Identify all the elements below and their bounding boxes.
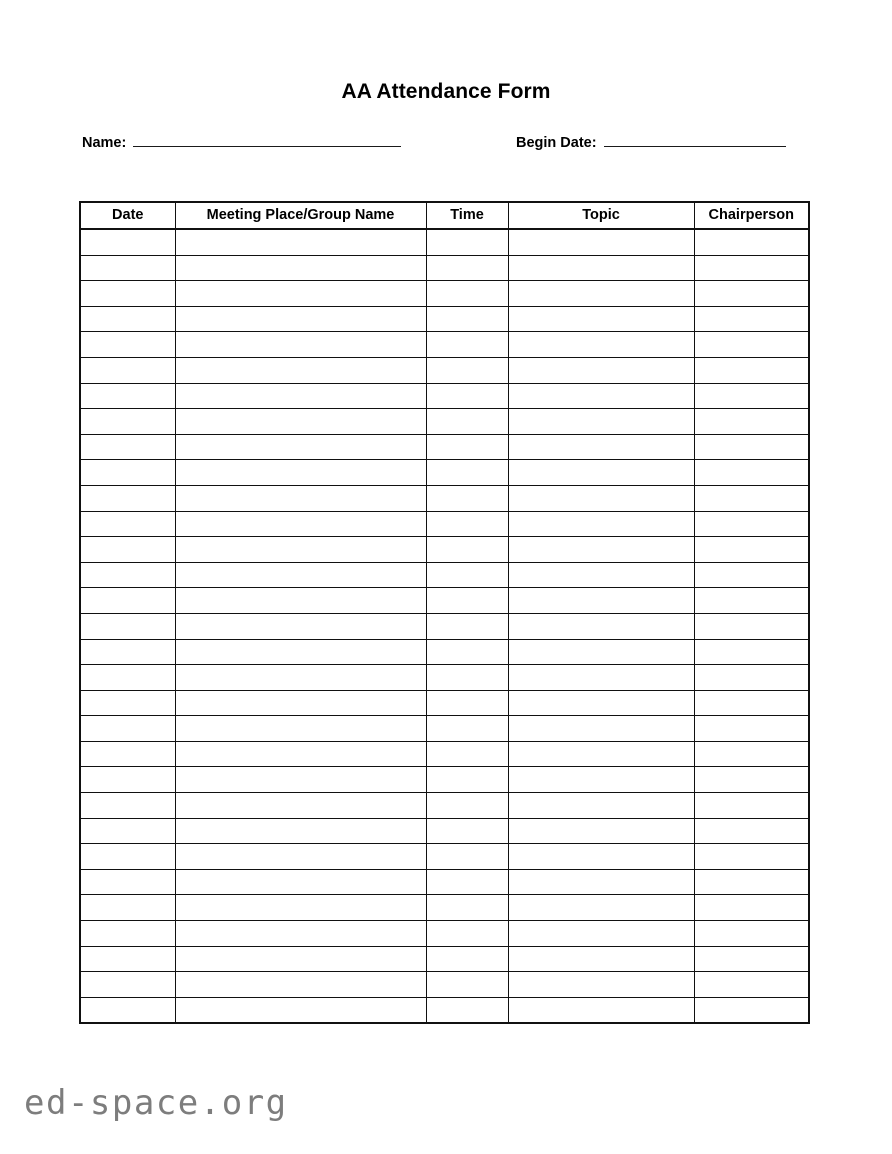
table-row	[80, 869, 809, 895]
table-cell[interactable]	[426, 588, 508, 614]
table-cell[interactable]	[508, 844, 694, 870]
table-row	[80, 921, 809, 947]
begin-date-label: Begin Date:	[516, 135, 597, 151]
attendance-table	[79, 201, 810, 1024]
table-cell[interactable]	[694, 229, 809, 255]
table-cell[interactable]	[694, 434, 809, 460]
table-cell[interactable]	[80, 895, 175, 921]
table-cell[interactable]	[694, 562, 809, 588]
table-cell[interactable]	[426, 665, 508, 691]
table-row	[80, 997, 809, 1023]
table-cell[interactable]	[508, 332, 694, 358]
table-row	[80, 818, 809, 844]
table-cell[interactable]	[175, 716, 426, 742]
table-cell[interactable]	[80, 716, 175, 742]
table-cell[interactable]	[80, 383, 175, 409]
table-cell[interactable]	[508, 562, 694, 588]
site-watermark: ed-space.org	[24, 1083, 288, 1123]
table-row	[80, 588, 809, 614]
table-cell[interactable]	[508, 460, 694, 486]
table-cell[interactable]	[175, 665, 426, 691]
table-cell[interactable]	[80, 869, 175, 895]
column-header-topic: Topic	[508, 202, 694, 229]
table-header	[80, 202, 809, 229]
table-cell[interactable]	[508, 818, 694, 844]
page-title: AA Attendance Form	[341, 80, 551, 103]
table-cell[interactable]	[175, 741, 426, 767]
table-cell[interactable]	[175, 793, 426, 819]
form-meta-row	[79, 133, 808, 157]
table-cell[interactable]	[175, 767, 426, 793]
table-cell[interactable]	[426, 306, 508, 332]
table-cell[interactable]	[694, 869, 809, 895]
table-cell[interactable]	[80, 844, 175, 870]
table-row	[80, 383, 809, 409]
table-row	[80, 741, 809, 767]
table-cell[interactable]	[80, 255, 175, 281]
table-cell[interactable]	[80, 972, 175, 998]
table-cell[interactable]	[694, 537, 809, 563]
table-cell[interactable]	[426, 793, 508, 819]
table-cell[interactable]	[508, 306, 694, 332]
table-cell[interactable]	[508, 434, 694, 460]
begin-date-field-group	[516, 133, 786, 151]
table-cell[interactable]	[508, 946, 694, 972]
table-cell[interactable]	[80, 281, 175, 307]
table-cell[interactable]	[426, 281, 508, 307]
table-cell[interactable]	[694, 281, 809, 307]
table-cell[interactable]	[80, 793, 175, 819]
table-cell[interactable]	[508, 511, 694, 537]
table-cell[interactable]	[426, 767, 508, 793]
table-cell[interactable]	[426, 741, 508, 767]
table-cell[interactable]	[694, 639, 809, 665]
table-cell[interactable]	[508, 639, 694, 665]
table-cell[interactable]	[694, 793, 809, 819]
name-input[interactable]	[133, 133, 401, 147]
table-row	[80, 690, 809, 716]
table-cell[interactable]	[694, 818, 809, 844]
name-field-group	[82, 133, 401, 151]
table-cell[interactable]	[80, 946, 175, 972]
column-header-chairperson: Chairperson	[694, 202, 809, 229]
table-cell[interactable]	[80, 562, 175, 588]
table-cell[interactable]	[694, 690, 809, 716]
table-cell[interactable]	[426, 562, 508, 588]
table-row	[80, 946, 809, 972]
begin-date-input[interactable]	[604, 133, 786, 147]
table-cell[interactable]	[426, 972, 508, 998]
table-cell[interactable]	[508, 895, 694, 921]
table-row	[80, 562, 809, 588]
table-cell[interactable]	[694, 460, 809, 486]
table-cell[interactable]	[694, 485, 809, 511]
table-cell[interactable]	[426, 409, 508, 435]
table-cell[interactable]	[694, 357, 809, 383]
table-cell[interactable]	[175, 639, 426, 665]
table-cell[interactable]	[694, 741, 809, 767]
table-cell[interactable]	[426, 383, 508, 409]
table-cell[interactable]	[80, 485, 175, 511]
table-cell[interactable]	[175, 357, 426, 383]
table-cell[interactable]	[80, 665, 175, 691]
table-cell[interactable]	[426, 434, 508, 460]
table-cell[interactable]	[508, 255, 694, 281]
table-cell[interactable]	[175, 844, 426, 870]
table-cell[interactable]	[426, 946, 508, 972]
table-cell[interactable]	[175, 818, 426, 844]
table-cell[interactable]	[80, 767, 175, 793]
table-row	[80, 665, 809, 691]
table-row	[80, 357, 809, 383]
table-cell[interactable]	[694, 332, 809, 358]
table-cell[interactable]	[426, 485, 508, 511]
table-cell[interactable]	[426, 639, 508, 665]
table-cell[interactable]	[508, 793, 694, 819]
table-cell[interactable]	[508, 665, 694, 691]
table-cell[interactable]	[80, 409, 175, 435]
table-cell[interactable]	[175, 562, 426, 588]
table-cell[interactable]	[80, 460, 175, 486]
table-cell[interactable]	[175, 869, 426, 895]
table-cell[interactable]	[175, 511, 426, 537]
table-cell[interactable]	[694, 844, 809, 870]
table-row	[80, 639, 809, 665]
table-cell[interactable]	[80, 639, 175, 665]
table-cell[interactable]	[175, 409, 426, 435]
table-cell[interactable]	[426, 895, 508, 921]
table-cell[interactable]	[175, 255, 426, 281]
table-cell[interactable]	[508, 229, 694, 255]
table-cell[interactable]	[694, 895, 809, 921]
table-row	[80, 613, 809, 639]
table-cell[interactable]	[80, 613, 175, 639]
table-body	[80, 229, 809, 1023]
table-cell[interactable]	[80, 511, 175, 537]
table-header-row	[80, 202, 809, 229]
table-row	[80, 895, 809, 921]
table-cell[interactable]	[508, 409, 694, 435]
table-cell[interactable]	[175, 613, 426, 639]
table-row	[80, 511, 809, 537]
table-cell[interactable]	[694, 665, 809, 691]
table-cell[interactable]	[175, 332, 426, 358]
table-cell[interactable]	[508, 588, 694, 614]
table-cell[interactable]	[80, 332, 175, 358]
table-cell[interactable]	[80, 537, 175, 563]
table-cell[interactable]	[175, 921, 426, 947]
table-row	[80, 332, 809, 358]
table-cell[interactable]	[508, 741, 694, 767]
table-cell[interactable]	[508, 716, 694, 742]
table-cell[interactable]	[80, 921, 175, 947]
table-cell[interactable]	[508, 485, 694, 511]
table-cell[interactable]	[175, 485, 426, 511]
table-row	[80, 793, 809, 819]
table-cell[interactable]	[80, 690, 175, 716]
table-cell[interactable]	[175, 588, 426, 614]
table-cell[interactable]	[426, 332, 508, 358]
table-row	[80, 306, 809, 332]
table-row	[80, 434, 809, 460]
table-cell[interactable]	[175, 997, 426, 1023]
table-cell[interactable]	[694, 255, 809, 281]
table-cell[interactable]	[175, 460, 426, 486]
table-row	[80, 537, 809, 563]
table-row	[80, 844, 809, 870]
table-cell[interactable]	[508, 357, 694, 383]
table-cell[interactable]	[426, 613, 508, 639]
table-cell[interactable]	[426, 844, 508, 870]
table-cell[interactable]	[694, 767, 809, 793]
table-cell[interactable]	[175, 229, 426, 255]
table-cell[interactable]	[426, 511, 508, 537]
table-cell[interactable]	[80, 357, 175, 383]
table-cell[interactable]	[694, 921, 809, 947]
table-cell[interactable]	[426, 460, 508, 486]
table-cell[interactable]	[508, 383, 694, 409]
table-cell[interactable]	[175, 690, 426, 716]
table-cell[interactable]	[694, 946, 809, 972]
table-cell[interactable]	[80, 741, 175, 767]
table-cell[interactable]	[175, 537, 426, 563]
table-cell[interactable]	[175, 383, 426, 409]
table-cell[interactable]	[80, 306, 175, 332]
table-row	[80, 281, 809, 307]
table-row	[80, 767, 809, 793]
table-cell[interactable]	[694, 511, 809, 537]
table-row	[80, 255, 809, 281]
table-cell[interactable]	[508, 537, 694, 563]
table-cell[interactable]	[175, 972, 426, 998]
table-cell[interactable]	[175, 306, 426, 332]
table-cell[interactable]	[508, 613, 694, 639]
table-cell[interactable]	[508, 767, 694, 793]
table-cell[interactable]	[175, 281, 426, 307]
column-header-date: Date	[80, 202, 175, 229]
table-row	[80, 229, 809, 255]
table-cell[interactable]	[175, 895, 426, 921]
table-cell[interactable]	[80, 818, 175, 844]
table-row	[80, 485, 809, 511]
table-cell[interactable]	[508, 921, 694, 947]
table-cell[interactable]	[80, 588, 175, 614]
table-cell[interactable]	[426, 716, 508, 742]
column-header-meeting-place: Meeting Place/Group Name	[175, 202, 426, 229]
table-cell[interactable]	[694, 409, 809, 435]
table-cell[interactable]	[426, 921, 508, 947]
table-cell[interactable]	[508, 869, 694, 895]
table-cell[interactable]	[175, 946, 426, 972]
table-cell[interactable]	[426, 997, 508, 1023]
table-cell[interactable]	[175, 434, 426, 460]
table-cell[interactable]	[426, 869, 508, 895]
table-cell[interactable]	[694, 383, 809, 409]
table-cell[interactable]	[508, 281, 694, 307]
table-cell[interactable]	[694, 997, 809, 1023]
table-cell[interactable]	[426, 537, 508, 563]
column-header-time: Time	[426, 202, 508, 229]
table-cell[interactable]	[80, 434, 175, 460]
table-cell[interactable]	[426, 690, 508, 716]
table-cell[interactable]	[508, 972, 694, 998]
table-cell[interactable]	[694, 613, 809, 639]
table-cell[interactable]	[426, 357, 508, 383]
table-cell[interactable]	[508, 997, 694, 1023]
table-row	[80, 460, 809, 486]
table-cell[interactable]	[508, 690, 694, 716]
attendance-table-container	[79, 201, 808, 1024]
table-row	[80, 972, 809, 998]
table-cell[interactable]	[426, 229, 508, 255]
table-cell[interactable]	[694, 716, 809, 742]
table-cell[interactable]	[694, 588, 809, 614]
table-row	[80, 716, 809, 742]
table-cell[interactable]	[694, 972, 809, 998]
table-cell[interactable]	[80, 997, 175, 1023]
name-label: Name:	[82, 135, 127, 151]
table-cell[interactable]	[426, 255, 508, 281]
table-cell[interactable]	[426, 818, 508, 844]
table-cell[interactable]	[80, 229, 175, 255]
table-cell[interactable]	[694, 306, 809, 332]
table-row	[80, 409, 809, 435]
